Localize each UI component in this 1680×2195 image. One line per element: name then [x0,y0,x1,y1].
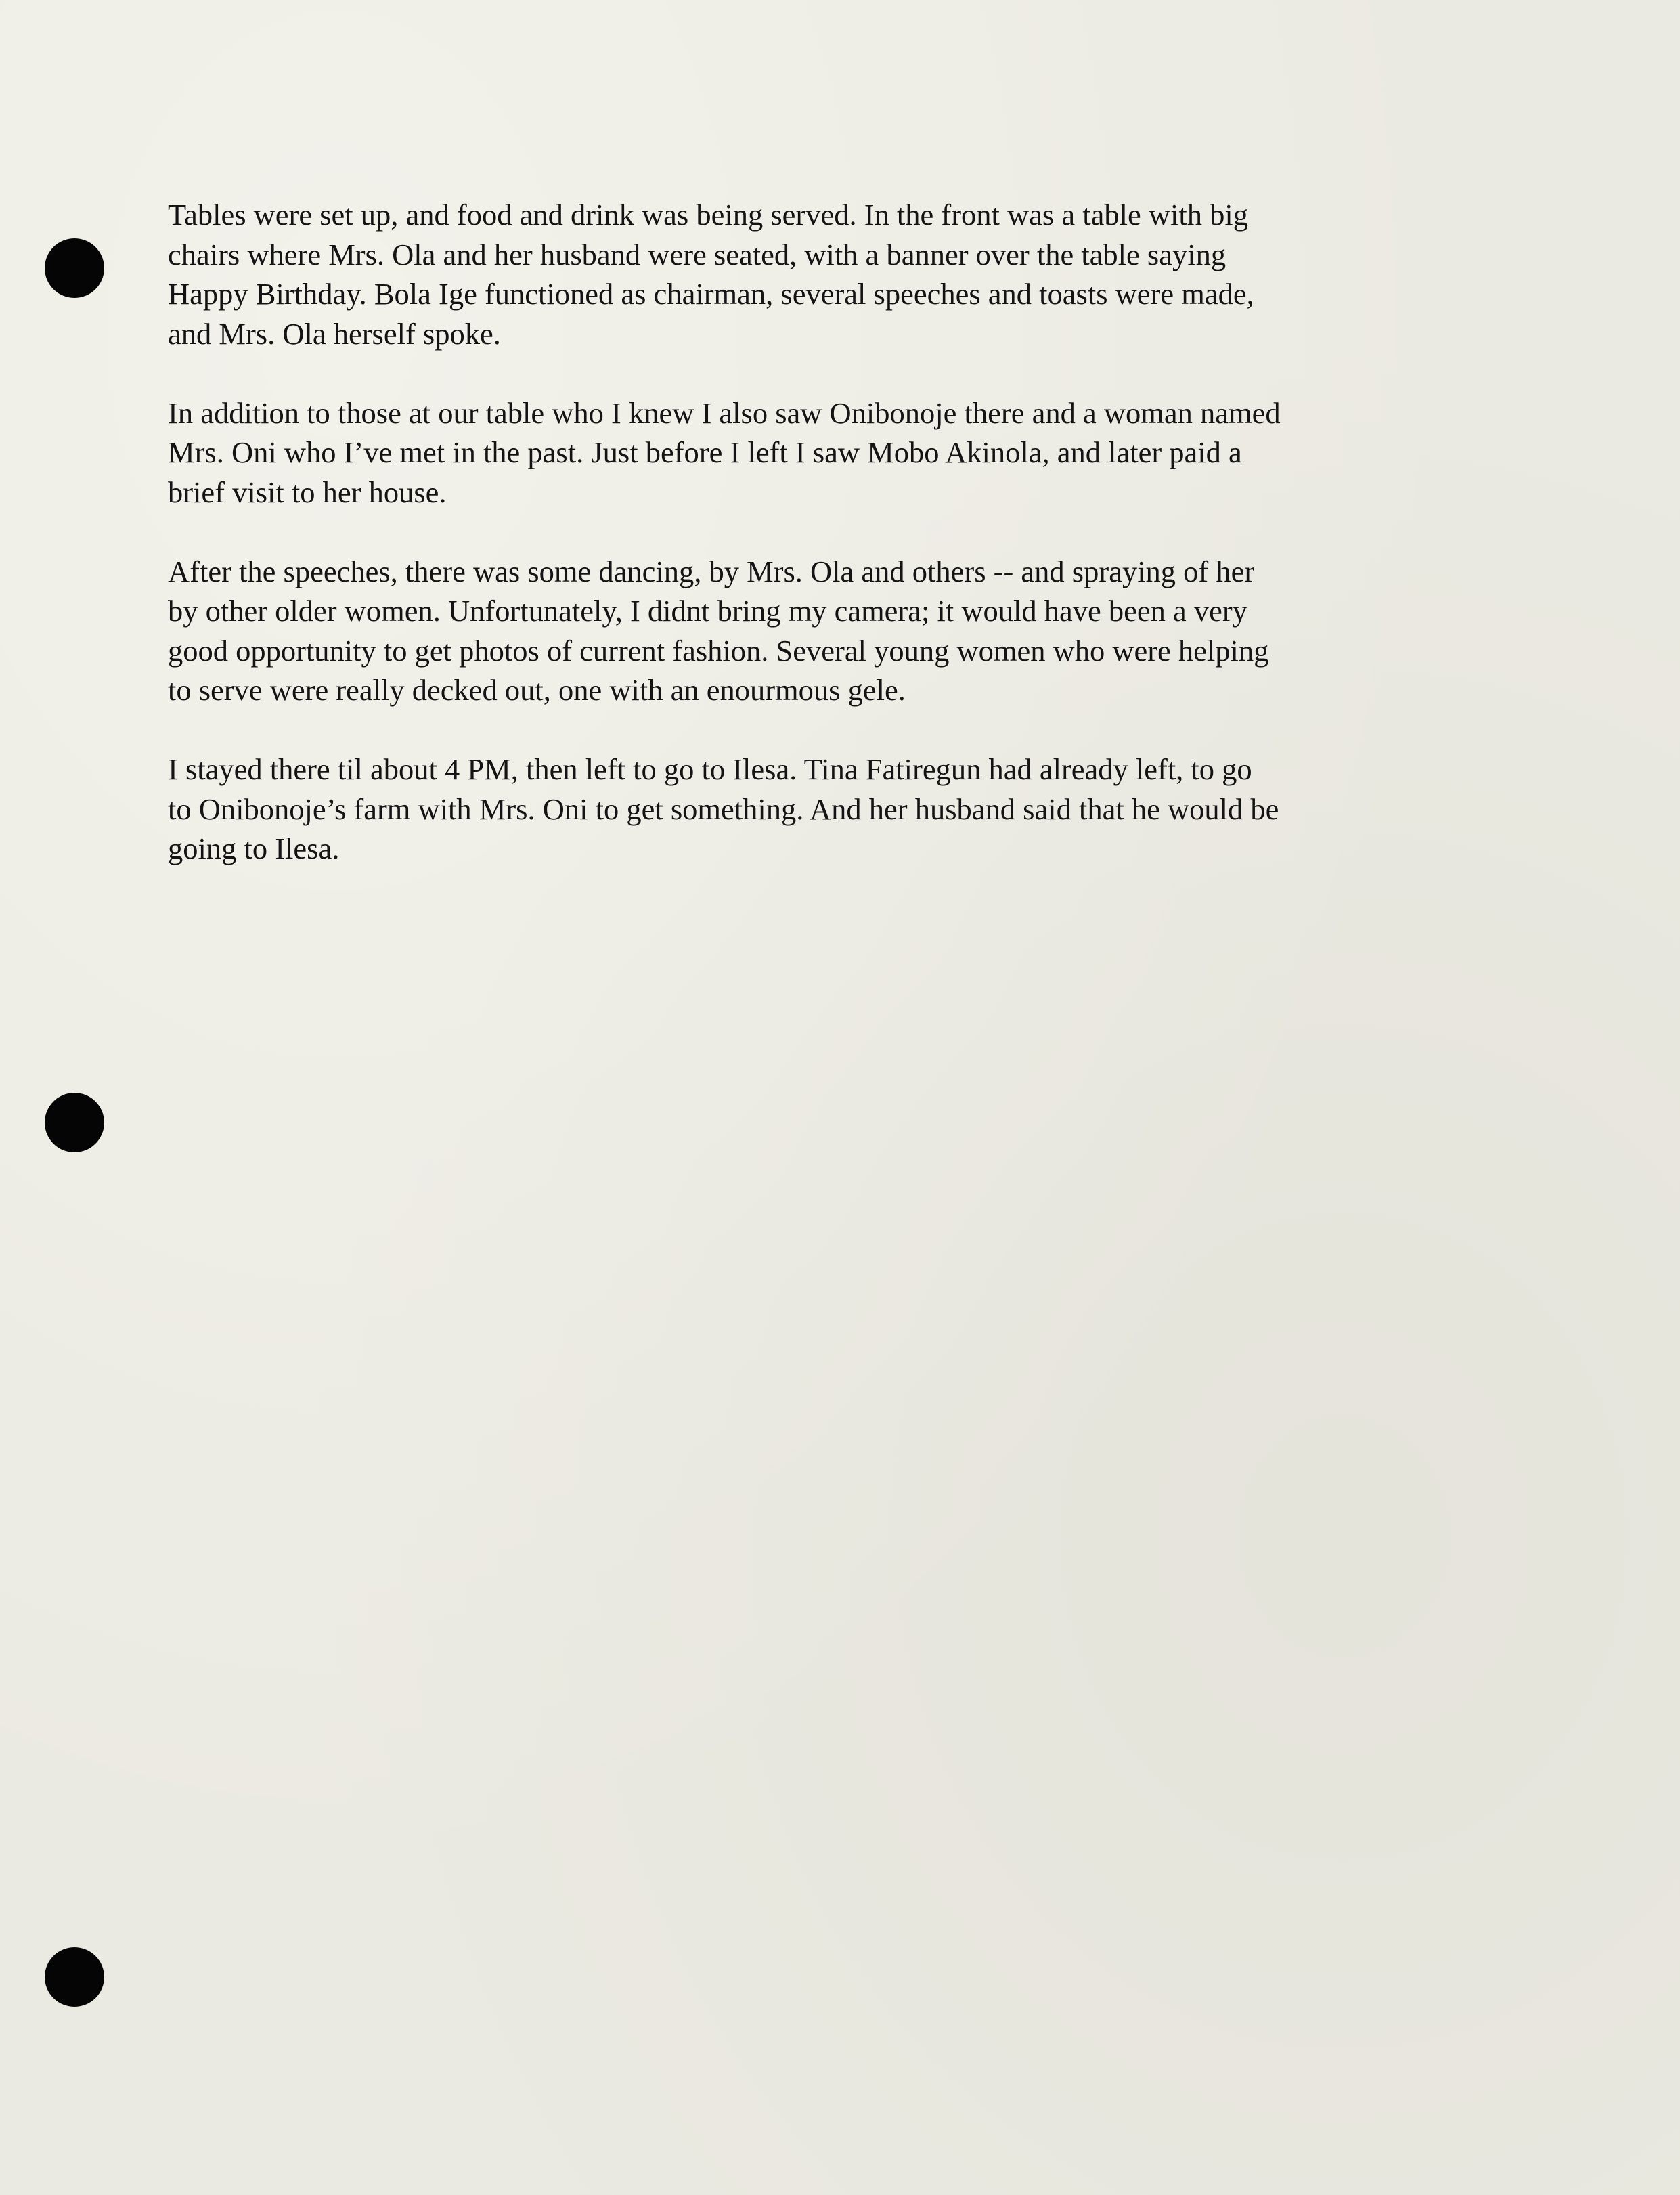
text-line: to serve were really decked out, one with an enourmous gele. [168,673,906,707]
paragraph-3 [168,552,1454,710]
paragraph-4 [168,749,1454,869]
binder-hole-middle [45,1093,104,1152]
binder-hole-bottom [45,1947,104,2007]
text-line: I stayed there til about 4 PM, then left to go to Ilesa. Tina Fatiregun had already left, to go [168,752,1252,786]
text-line: chairs where Mrs. Ola and her husband were seated, with a banner over the table saying [168,237,1226,271]
document-body [168,195,1454,908]
text-line: Tables were set up, and food and drink was being served. In the front was a table with big [168,198,1248,232]
text-line: In addition to those at our table who I knew I also saw Onibonoje there and a woman named [168,395,1281,430]
text-line: by other older women. Unfortunately, I didnt bring my camera; it would have been a very [168,594,1247,628]
text-line: Happy Birthday. Bola Ige functioned as chairman, several speeches and toasts were made, [168,277,1254,311]
paragraph-1 [168,195,1454,353]
text-line: and Mrs. Ola herself spoke. [168,316,501,351]
text-line: good opportunity to get photos of current fashion. Several young women who were helping [168,633,1269,668]
paragraph-2 [168,393,1454,513]
text-line: going to Ilesa. [168,831,340,865]
text-line: Mrs. Oni who I’ve met in the past. Just before I left I saw Mobo Akinola, and later paid a [168,435,1242,469]
text-line: After the speeches, there was some dancing, by Mrs. Ola and others -- and spraying of her [168,554,1255,588]
text-line: brief visit to her house. [168,475,447,509]
text-line: to Onibonoje’s farm with Mrs. Oni to get something. And her husband said that he would be [168,791,1279,826]
binder-hole-top [45,238,104,298]
